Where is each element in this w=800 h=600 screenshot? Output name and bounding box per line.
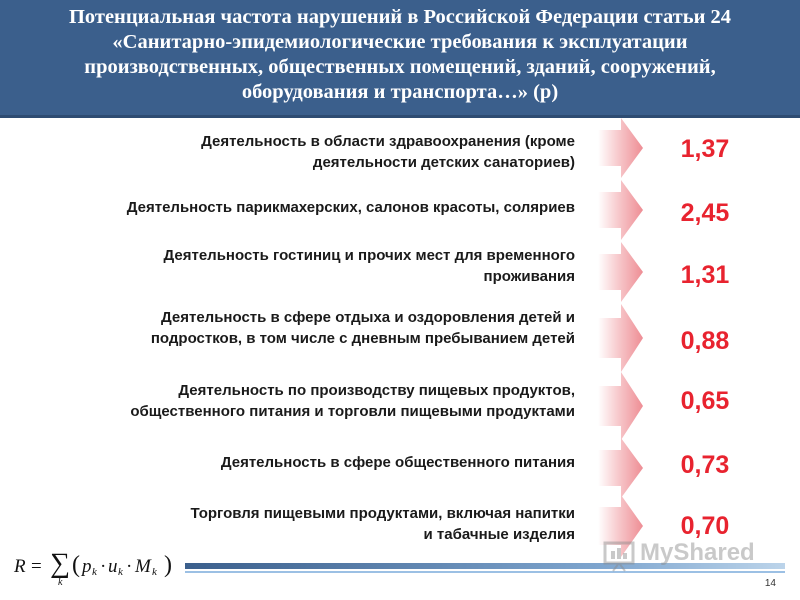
item-text: Деятельность гостиниц и прочих мест для временного проживания [163, 247, 575, 285]
arrow-right-icon [598, 438, 643, 498]
item-text: Торговля пищевыми продуктами, включая напитки и табачные изделия [190, 505, 575, 543]
arrow-right-icon [598, 242, 643, 302]
title-line-4: оборудования и транспорта…» (p) [241, 81, 559, 103]
risk-formula: R = ∑ k ( p k · u k · M k ) [14, 548, 172, 588]
value: 2,45 [680, 199, 730, 227]
watermark-logo [600, 535, 770, 575]
item-text: Деятельность в области здравоохранения (кроме деятельности детских санаториев) [201, 133, 575, 171]
list-item [0, 242, 800, 302]
title-line-1: Потенциальная частота нарушений в Российской Федерации статьи 24 [68, 6, 732, 28]
value: 1,31 [680, 261, 730, 289]
value: 0,70 [680, 512, 730, 540]
watermark-text: MyShared [640, 539, 755, 566]
list-item [0, 438, 800, 498]
arrow-right-icon [598, 118, 643, 178]
arrow-right-icon [598, 304, 643, 372]
value: 0,73 [680, 451, 730, 479]
list-item [0, 180, 800, 240]
value: 1,37 [680, 135, 730, 163]
value: 0,65 [680, 387, 730, 415]
title-line-3: производственных, общественных помещений, зданий, сооружений, [84, 56, 716, 78]
arrow-right-icon [598, 372, 643, 440]
title-line-2: «Санитарно-эпидемиологические требования к эксплуатации [112, 31, 688, 53]
list-item [0, 372, 800, 440]
item-text: Деятельность в сфере отдыха и оздоровления детей и подростков, в том числе с дневным пребыванием детей [150, 309, 575, 347]
arrow-right-icon [598, 180, 643, 240]
slide-header [0, 0, 800, 115]
page-number: 14 [764, 578, 776, 589]
item-text: Деятельность в сфере общественного питания [220, 454, 575, 471]
list-item [0, 118, 800, 178]
presentation-icon [602, 537, 638, 573]
item-text: Деятельность парикмахерских, салонов красоты, соляриев [126, 199, 575, 216]
list-item [0, 304, 800, 372]
value: 0,88 [680, 327, 730, 355]
item-text: Деятельность по производству пищевых продуктов, общественного питания и торговли пищевыми продуктами [130, 382, 575, 420]
